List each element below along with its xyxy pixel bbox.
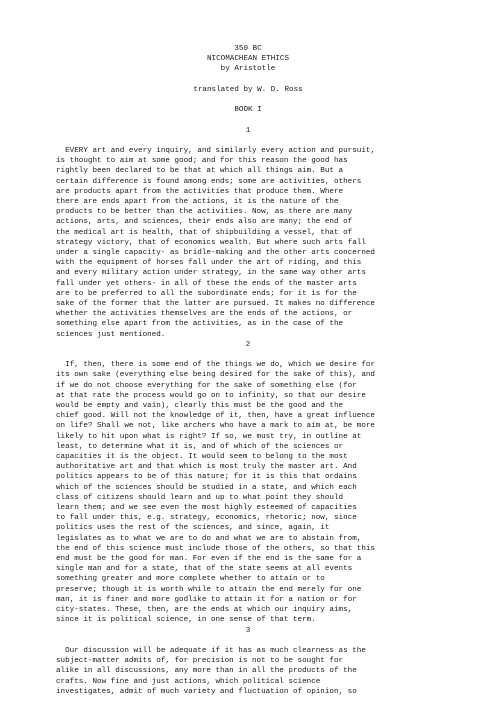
section-1-text: EVERY art and every inquiry, and similarly every action and pursuit, is thought to aim at some good; and for this reason the good has rightly been declared to be that at which all things aim. But a certain difference is found among ends; some are activities, others are products apart from the activities that produce them. Where there are ends apart from the actions, it is the nature of the products to be better than the activities. Now, as there are many actions, arts, and sciences, their ends also are many; the end of the medical art is health, that of shipbuilding a vessel, that of strategy victory, that of economics wealth. But where such arts fall under a single capacity- as bridle-making and the other arts concerned with the equipment of horses fall under the art of riding, and this and every military action under strategy, in the same way other arts fall under yet others- in all of these the ends of the master arts are to be preferred to all the subordinate ends; for it is for the sake of the former that the latter are pursued. It makes no difference whether the activities themselves are the ends of the actions, or something else apart from the activities, as in the case of the sciences just mentioned. — [56, 146, 376, 339]
translator-line: translated by W. D. Ross — [193, 85, 303, 94]
section-number-1: 1 — [245, 126, 251, 135]
section-number-2: 2 — [245, 340, 251, 349]
spacer — [56, 115, 440, 125]
author-line: by Aristotle — [220, 65, 276, 74]
section-3-text: Our discussion will be adequate if it has as much clearness as the subject-matter admits of, for precision is not to be sought for alike in all discussions, any more than in all the products of the crafts. Now fine and just actions, which political science investigates, admit of much variety and fluctuation of opinion, so — [56, 646, 366, 696]
spacer — [56, 636, 440, 646]
spacer — [56, 350, 440, 360]
spacer — [56, 75, 440, 85]
book-heading: BOOK I — [234, 106, 262, 115]
work-title: NICOMACHEAN ETHICS — [206, 55, 290, 64]
date-line: 350 BC — [234, 45, 262, 53]
spacer — [56, 136, 440, 146]
section-2-text: If, then, there is some end of the things we do, which we desire for its own sake (everything else being desired for the sake of this), and if we do not choose everything for the sake of something else (for at that rate the process would go on to infinity, so that our desire would be empty and vain), clearly this must be the good and the chief good. Will not the knowledge of it, then, have a great influence on life? Shall we not, like archers who have a mark to aim at, be more likely to hit upon what is right? If so, we must try, in outline at least, to determine what it is, and of which of the sciences or capacities it is the object. It would seem to belong to the most authoritative art and that which is most truly the master art. And politics appears to be of this nature; for it is this that ordains which of the sciences should be studied in a state, and which each class of citizens should learn and up to what point they should learn them; and we see even the most highly esteemed of capacities to fall under this, e.g. strategy, economics, rhetoric; now, since politics uses the rest of the sciences, and since, again, it legislates as to what we are to do and what we are to abstain from, the end of this science must include those of the others, so that this end must be the good for man. For even if the end is the same for a single man and for a state, that of the state seems at all events something greater and more complete whether to attain or to preserve; though it is worth while to attain the end merely for one man, it is finer and more godlike to attain it for a nation or for city-states. These, then, are the ends at which our inquiry aims, since it is political science, in one sense of that term. — [56, 361, 376, 625]
spacer — [56, 95, 440, 105]
section-number-3: 3 — [245, 626, 251, 635]
